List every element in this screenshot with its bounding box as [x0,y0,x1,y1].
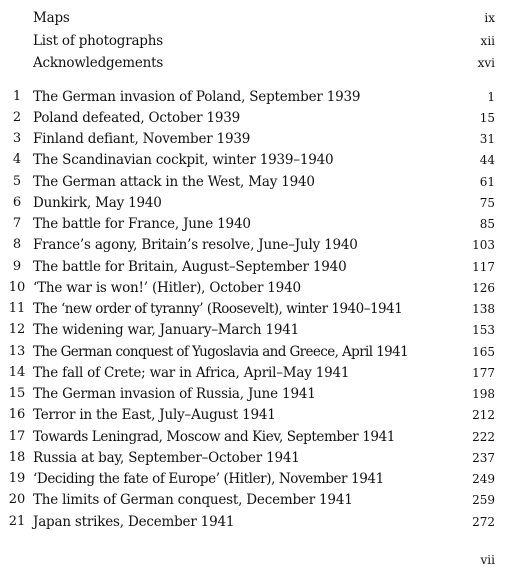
chapter-number: 4 [12,152,22,167]
chapter-number: 11 [8,301,26,316]
chapter-title: The German invasion of Russia, June 1941 [33,386,316,402]
chapter-title: Japan strikes, December 1941 [33,514,235,530]
toc-chapter [0,490,515,510]
toc-entry-page: xii [480,34,495,48]
chapter-number: 3 [12,131,22,146]
chapter-page: 259 [472,493,495,507]
toc-chapter [0,214,515,234]
chapter-title: The German attack in the West, May 1940 [33,174,315,190]
toc-chapter [0,384,515,404]
chapter-title: Finland defiant, November 1939 [33,131,251,147]
chapter-page: 44 [479,153,495,167]
chapter-page: 153 [472,323,495,337]
toc-chapter [0,427,515,447]
toc-chapter [0,363,515,383]
toc-chapter [0,87,515,107]
chapter-title: The ‘new order of tyranny’ (Roosevelt), winter 1940–1941 [33,301,403,317]
toc-chapter [0,512,515,532]
toc-chapter [0,108,515,128]
chapter-page: 212 [472,408,495,422]
chapter-number: 7 [12,216,22,231]
chapter-number: 20 [8,492,26,507]
chapter-page: 31 [479,132,495,146]
page-folio: vii [480,553,495,567]
chapter-page: 126 [472,281,495,295]
chapter-title: ‘Deciding the fate of Europe’ (Hitler), November 1941 [33,471,384,487]
chapter-page: 117 [472,260,495,274]
chapter-title: The German invasion of Poland, September 1939 [33,89,361,105]
chapter-title: Towards Leningrad, Moscow and Kiev, September 1941 [33,429,395,445]
toc-chapter [0,235,515,255]
toc-chapter [0,257,515,277]
chapter-page: 165 [472,345,495,359]
chapter-title: The German conquest of Yugoslavia and Greece, April 1941 [33,344,409,360]
toc-chapter [0,342,515,362]
chapter-number: 14 [8,365,26,380]
toc-chapter [0,405,515,425]
chapter-page: 15 [479,111,495,125]
toc-chapter [0,150,515,170]
chapter-title: The battle for France, June 1940 [33,216,251,232]
chapter-title: Poland defeated, October 1939 [33,110,241,126]
toc-entry-list-of-photographs [0,31,515,51]
toc-chapter [0,320,515,340]
chapter-title: Russia at bay, September–October 1941 [33,450,300,466]
toc-entry-title: List of photographs [33,33,163,49]
chapter-title: Dunkirk, May 1940 [33,195,162,211]
chapter-page: 198 [472,387,495,401]
chapter-title: The fall of Crete; war in Africa, April–May 1941 [33,365,350,381]
chapter-number: 8 [12,237,22,252]
chapter-number: 5 [12,174,22,189]
chapter-title: The Scandinavian cockpit, winter 1939–1940 [33,152,334,168]
toc-entry-page: ix [484,11,495,25]
toc-chapter [0,129,515,149]
chapter-number: 17 [8,429,26,444]
chapter-number: 16 [8,407,26,422]
chapter-number: 6 [12,195,22,210]
chapter-number: 18 [8,450,26,465]
toc-entry-page: xvi [477,56,495,70]
toc-chapter [0,448,515,468]
toc-entry-title: Acknowledgements [33,55,164,71]
toc-chapter [0,172,515,192]
toc-entry-acknowledgements [0,53,515,73]
chapter-page: 85 [479,217,495,231]
toc-chapter [0,469,515,489]
chapter-number: 13 [8,344,26,359]
chapter-title: Terror in the East, July–August 1941 [33,407,276,423]
chapter-number: 21 [8,514,26,529]
chapter-title: The limits of German conquest, December 1941 [33,492,353,508]
chapter-number: 2 [12,110,22,125]
chapter-title: France’s agony, Britain’s resolve, June–July 1940 [33,237,358,253]
chapter-number: 12 [8,322,26,337]
chapter-number: 10 [8,280,26,295]
chapter-page: 61 [479,175,495,189]
chapter-page: 177 [472,366,495,380]
toc-chapter [0,193,515,213]
chapter-number: 19 [8,471,26,486]
chapter-page: 222 [472,430,495,444]
chapter-number: 1 [12,89,22,104]
chapter-page: 138 [472,302,495,316]
chapter-page: 75 [479,196,495,210]
chapter-page: 103 [472,238,495,252]
chapter-page: 237 [472,451,495,465]
toc-entry-title: Maps [33,10,70,26]
chapter-number: 15 [8,386,26,401]
chapter-title: The battle for Britain, August–September 1940 [33,259,347,275]
chapter-number: 9 [12,259,22,274]
chapter-page: 272 [472,515,495,529]
toc-entry-maps [0,8,515,28]
toc-chapter [0,299,515,319]
chapter-page: 249 [472,472,495,486]
chapter-title: ‘The war is won!’ (Hitler), October 1940 [33,280,301,296]
chapter-title: The widening war, January–March 1941 [33,322,300,338]
toc-chapter [0,278,515,298]
chapter-page: 1 [487,90,495,104]
